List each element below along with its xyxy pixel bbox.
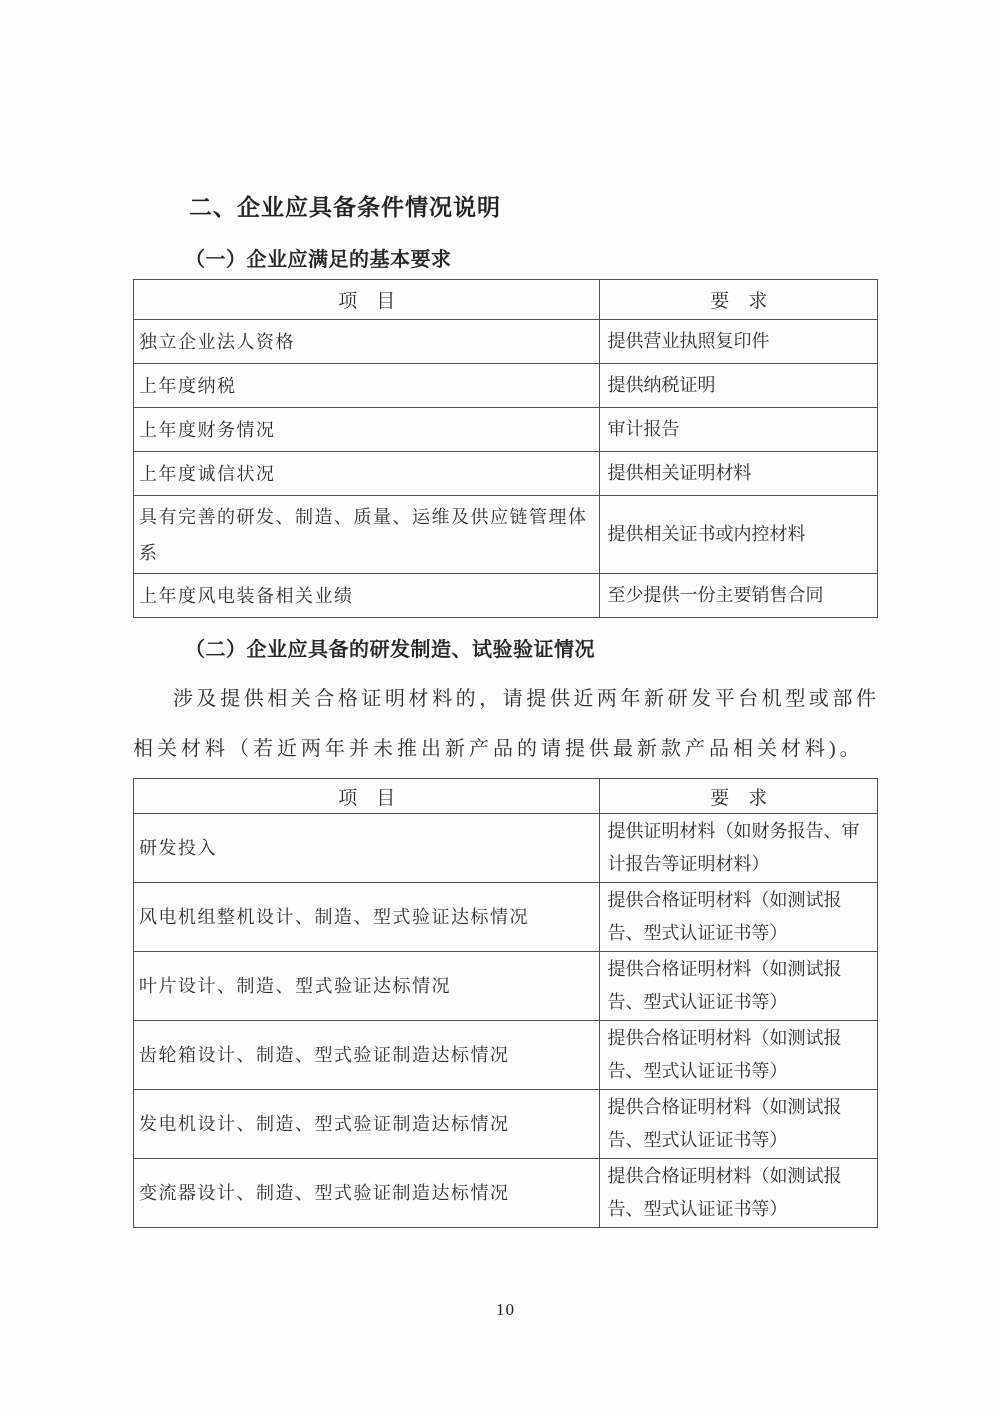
rd-verification-table xyxy=(133,778,878,1228)
item-header-cell: 项 目 xyxy=(134,779,600,814)
item-header-cell: 项 目 xyxy=(134,280,600,320)
item-cell: 齿轮箱设计、制造、型式验证制造达标情况 xyxy=(134,1021,600,1090)
table-row xyxy=(134,1090,878,1159)
item-cell: 上年度诚信状况 xyxy=(134,452,600,496)
table-row xyxy=(134,408,878,452)
item-cell: 风电机组整机设计、制造、型式验证达标情况 xyxy=(134,883,600,952)
subsection-2-heading: （二）企业应具备的研发制造、试验验证情况 xyxy=(185,639,595,661)
item-cell: 发电机设计、制造、型式验证制造达标情况 xyxy=(134,1090,600,1159)
item-cell: 上年度财务情况 xyxy=(134,408,600,452)
requirement-cell: 审计报告 xyxy=(600,408,878,452)
requirement-cell: 提供合格证明材料（如测试报告、型式认证证书等） xyxy=(600,952,878,1021)
requirement-cell: 提供合格证明材料（如测试报告、型式认证证书等） xyxy=(600,1159,878,1228)
item-cell: 叶片设计、制造、型式验证达标情况 xyxy=(134,952,600,1021)
table-row xyxy=(134,1159,878,1228)
intro-paragraph-line-1: 涉及提供相关合格证明材料的，请提供近两年新研发平台机型或部件 xyxy=(173,688,878,710)
item-cell: 研发投入 xyxy=(134,814,600,883)
table-row xyxy=(134,1021,878,1090)
table-row xyxy=(134,364,878,408)
requirement-cell: 提供营业执照复印件 xyxy=(600,320,878,364)
requirement-cell: 提供合格证明材料（如测试报告、型式认证证书等） xyxy=(600,1021,878,1090)
item-cell: 具有完善的研发、制造、质量、运维及供应链管理体系 xyxy=(134,496,600,574)
intro-paragraph-line-2: 相关材料（若近两年并未推出新产品的请提供最新款产品相关材料)。 xyxy=(133,738,864,760)
table-row xyxy=(134,574,878,618)
requirement-header-cell: 要 求 xyxy=(600,280,878,320)
item-cell: 上年度纳税 xyxy=(134,364,600,408)
item-cell: 独立企业法人资格 xyxy=(134,320,600,364)
section-heading: 二、企业应具备条件情况说明 xyxy=(189,194,501,220)
table-row xyxy=(134,320,878,364)
basic-requirements-table xyxy=(133,279,878,618)
table-row xyxy=(134,883,878,952)
intro-paragraph xyxy=(133,674,878,774)
table-row xyxy=(134,452,878,496)
item-cell: 上年度风电装备相关业绩 xyxy=(134,574,600,618)
page-number: 10 xyxy=(496,1300,515,1319)
requirement-cell: 至少提供一份主要销售合同 xyxy=(600,574,878,618)
requirement-header-cell: 要 求 xyxy=(600,779,878,814)
requirement-cell: 提供证明材料（如财务报告、审计报告等证明材料） xyxy=(600,814,878,883)
table-row xyxy=(134,952,878,1021)
table-row xyxy=(134,496,878,574)
item-cell: 变流器设计、制造、型式验证制造达标情况 xyxy=(134,1159,600,1228)
requirement-cell: 提供合格证明材料（如测试报告、型式认证证书等） xyxy=(600,883,878,952)
requirement-cell: 提供合格证明材料（如测试报告、型式认证证书等） xyxy=(600,1090,878,1159)
page-content xyxy=(133,0,878,1320)
table-row xyxy=(134,814,878,883)
requirement-cell: 提供相关证明材料 xyxy=(600,452,878,496)
requirement-cell: 提供纳税证明 xyxy=(600,364,878,408)
table-header-row xyxy=(134,779,878,814)
subsection-1-heading: （一）企业应满足的基本要求 xyxy=(185,249,452,271)
table-header-row xyxy=(134,280,878,320)
requirement-cell: 提供相关证书或内控材料 xyxy=(600,496,878,574)
